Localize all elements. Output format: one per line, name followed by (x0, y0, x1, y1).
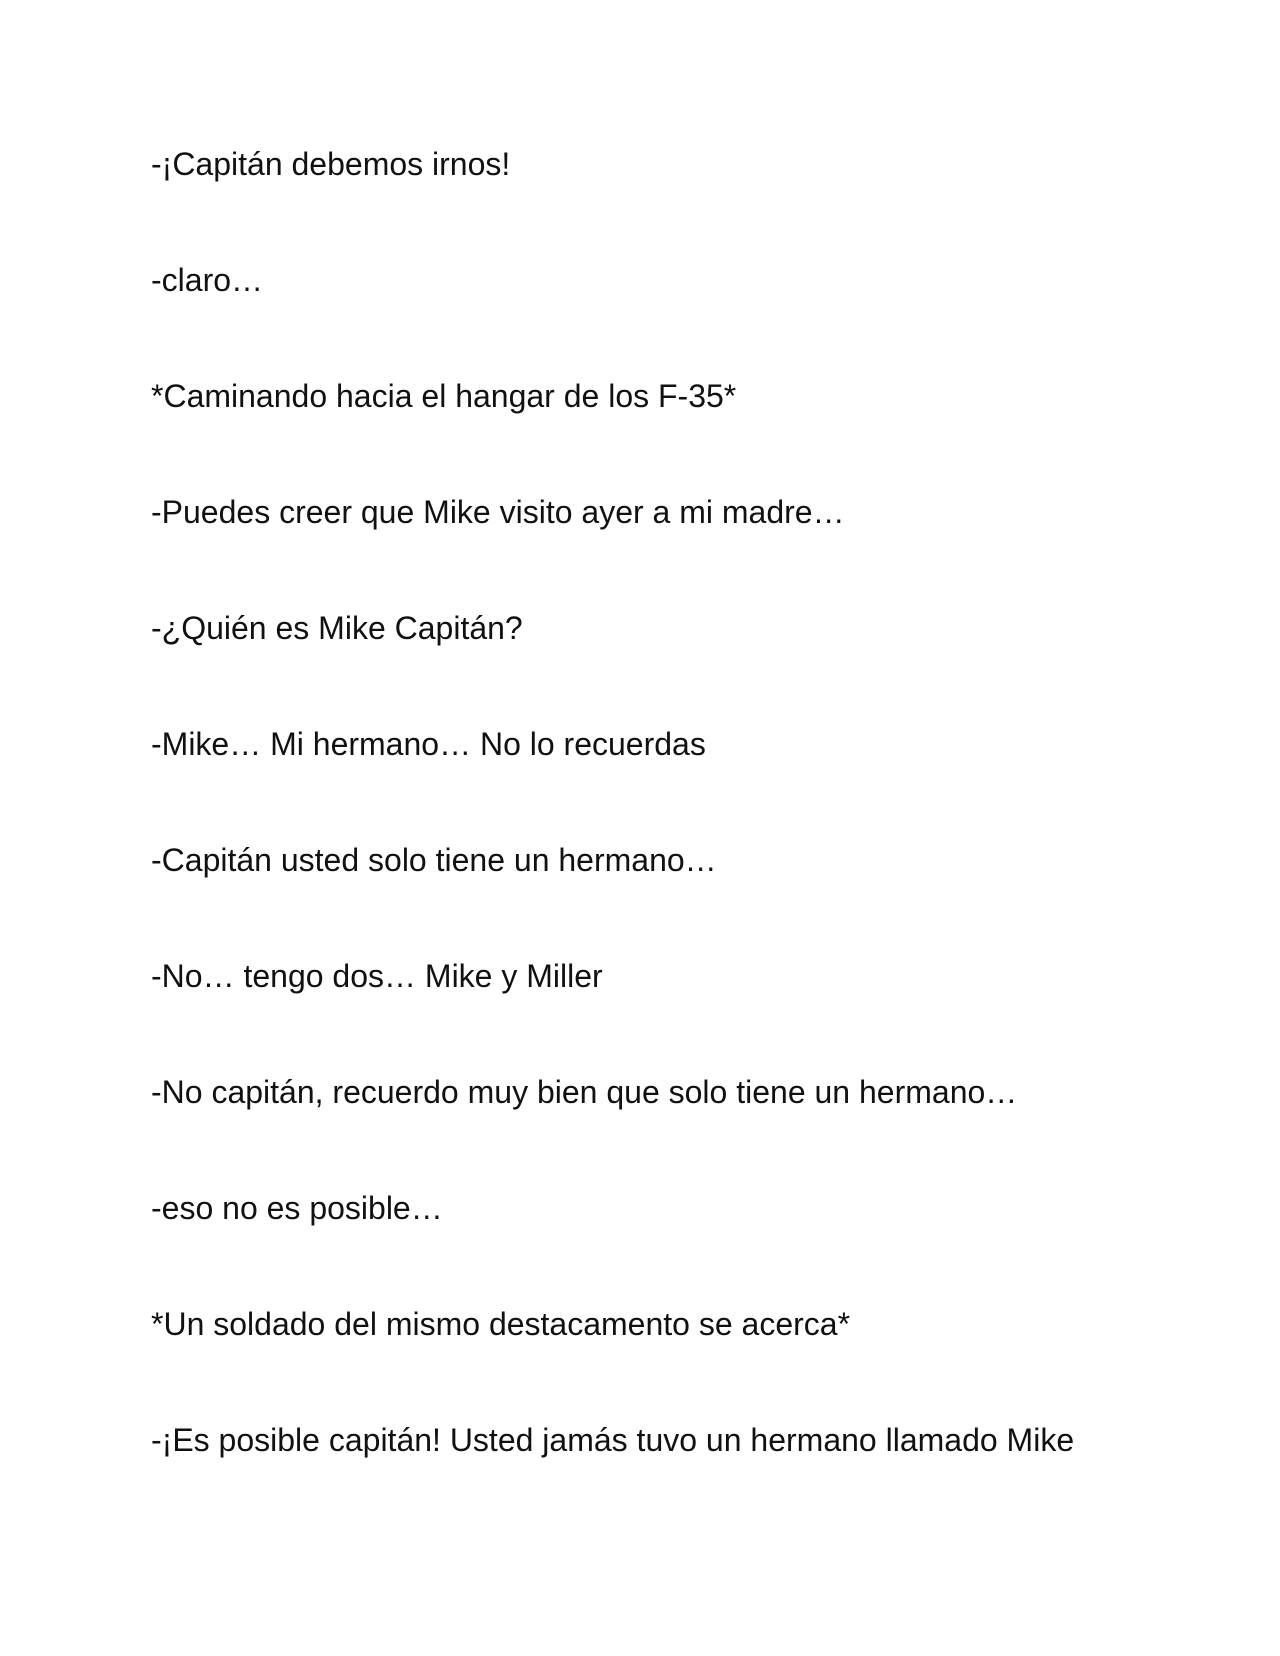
dialogue-line: -Mike… Mi hermano… No lo recuerdas (151, 726, 706, 762)
dialogue-line: -No… tengo dos… Mike y Miller (151, 958, 603, 994)
narration-line: *Un soldado del mismo destacamento se acerca* (151, 1306, 851, 1342)
dialogue-line: -eso no es posible… (151, 1190, 443, 1226)
narration-line: *Caminando hacia el hangar de los F-35* (151, 378, 737, 414)
dialogue-line: -¡Es posible capitán! Usted jamás tuvo un hermano llamado Mike (151, 1422, 1075, 1458)
dialogue-line: -¡Capitán debemos irnos! (151, 146, 511, 182)
dialogue-line: -Puedes creer que Mike visito ayer a mi madre… (151, 494, 845, 530)
dialogue-lines (151, 144, 1231, 1536)
dialogue-line: -No capitán, recuerdo muy bien que solo tiene un hermano… (151, 1074, 1018, 1110)
dialogue-line: -claro… (151, 262, 264, 298)
dialogue-line: -Capitán usted solo tiene un hermano… (151, 842, 717, 878)
dialogue-line: -¿Quién es Mike Capitán? (151, 610, 523, 646)
